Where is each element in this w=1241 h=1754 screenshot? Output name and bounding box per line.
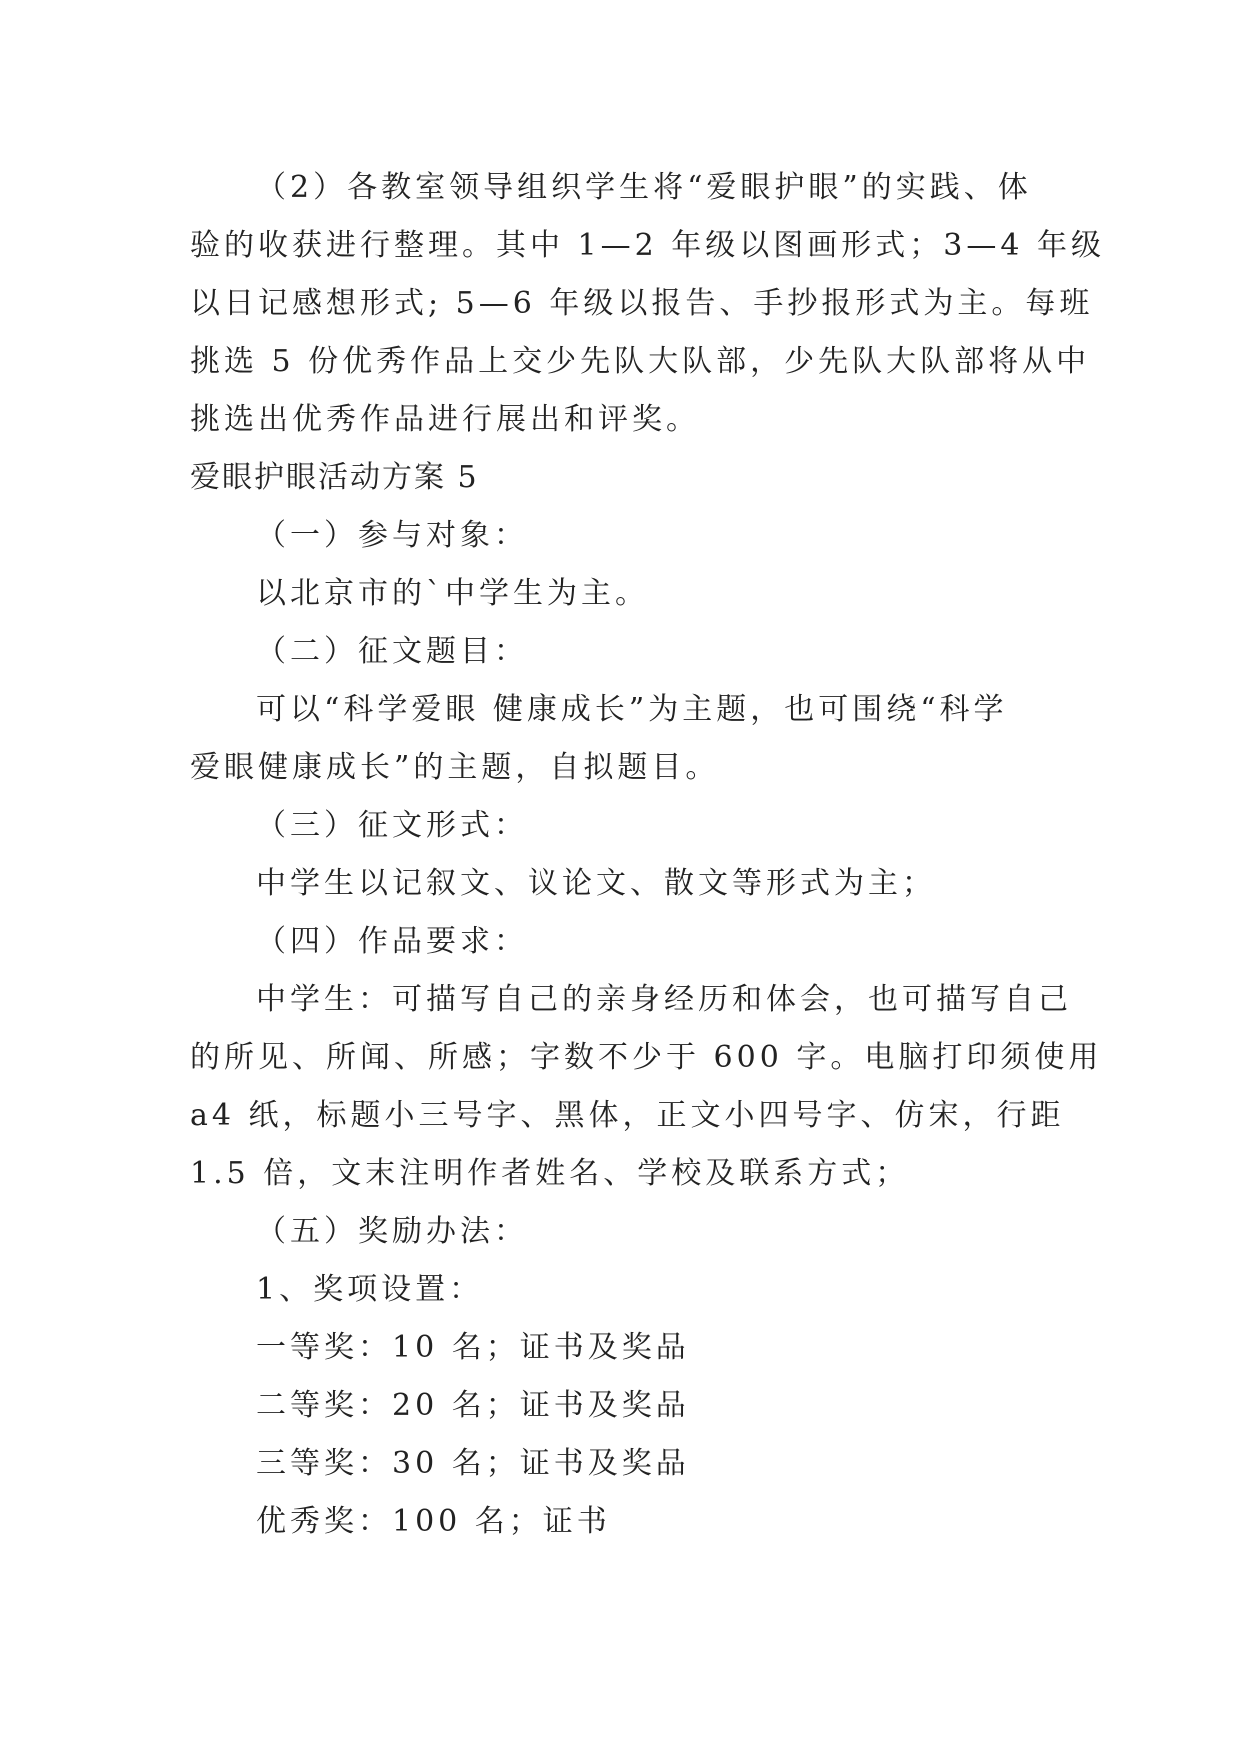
paragraph-line: 以北京市的`中学生为主。 <box>256 576 649 611</box>
paragraph-line: 1.5 倍，文末注明作者姓名、学校及联系方式； <box>190 1156 910 1191</box>
award-item: 二等奖：20 名；证书及奖品 <box>256 1388 690 1423</box>
paragraph-line: 爱眼健康成长”的主题，自拟题目。 <box>190 750 720 785</box>
paragraph-line: 挑选 5 份优秀作品上交少先队大队部，少先队大队部将从中 <box>190 344 1091 379</box>
subsection-heading: （五）奖励办法： <box>256 1214 528 1249</box>
paragraph-line: （2）各教室领导组织学生将“爱眼护眼”的实践、体 <box>256 170 1032 205</box>
subsection-heading: （一）参与对象： <box>256 518 528 553</box>
list-item: 1、奖项设置： <box>256 1272 484 1307</box>
paragraph-line: 挑选出优秀作品进行展出和评奖。 <box>190 402 700 437</box>
paragraph-line: 中学生：可描写自己的亲身经历和体会，也可描写自己 <box>256 982 1072 1017</box>
paragraph-line: 以日记感想形式; 5—6 年级以报告、手抄报形式为主。每班 <box>190 286 1094 321</box>
award-item: 一等奖：10 名；证书及奖品 <box>256 1330 690 1365</box>
section-heading: 爱眼护眼活动方案 5 <box>190 460 479 495</box>
award-item: 三等奖：30 名；证书及奖品 <box>256 1446 690 1481</box>
subsection-heading: （四）作品要求： <box>256 924 528 959</box>
subsection-heading: （二）征文题目： <box>256 634 528 669</box>
award-item: 优秀奖：100 名；证书 <box>256 1504 611 1539</box>
paragraph-line: 中学生以记叙文、议论文、散文等形式为主； <box>256 866 936 901</box>
paragraph-line: 可以“科学爱眼 健康成长”为主题，也可围绕“科学 <box>256 692 1008 727</box>
paragraph-line: 的所见、所闻、所感；字数不少于 600 字。电脑打印须使用 <box>190 1040 1103 1075</box>
subsection-heading: （三）征文形式： <box>256 808 528 843</box>
paragraph-line: a4 纸，标题小三号字、黑体，正文小四号字、仿宋，行距 <box>190 1098 1065 1133</box>
paragraph-line: 验的收获进行整理。其中 1—2 年级以图画形式；3—4 年级 <box>190 228 1105 263</box>
